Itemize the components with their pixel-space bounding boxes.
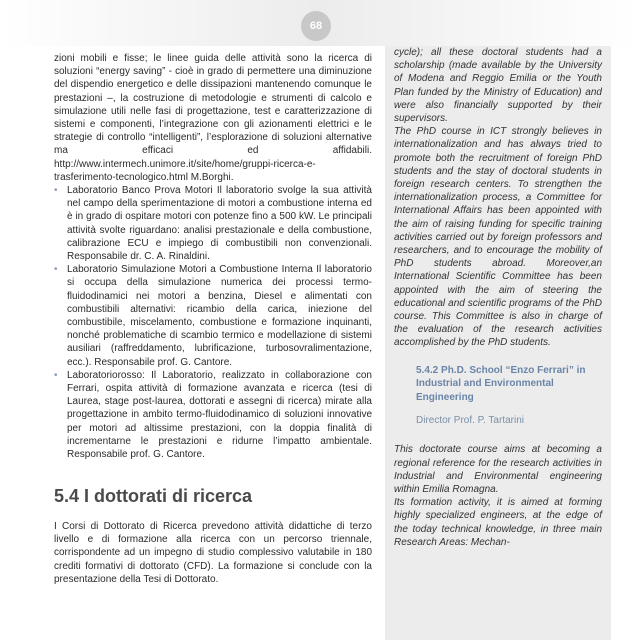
sidebar-text (394, 46, 602, 549)
list-item (54, 184, 372, 263)
list-item (54, 369, 372, 461)
bullet-icon: • (54, 185, 58, 197)
sidebar-paragraph: This doctorate course aims at becoming a regional reference for the research activities in Industrial and Environmental engineering within Emilia Romagna. (394, 444, 602, 495)
section-body (54, 520, 372, 586)
section-heading: 5.4 I dottorati di ricerca (54, 486, 253, 506)
sidebar-paragraph: cycle); all these doctoral students had a scholarship (made available by the University of Modena and Reggio Emilia or the Youth Plan funded by the Ministry of Education) and were also financially supported by their supervisors. (394, 47, 602, 125)
sidebar-paragraph: The PhD course in ICT strongly believes in internationalization and has always tried to promote both the recruitment of foreign PhD students and the stay of doctoral students in foreign research centers. To strengthen the internationalization process, a Committee for International Affairs has been appointed with the aim of raising funding for specific training activities carried out by foreign professors and researchers, and to encourage the mobility of PhD students abroad. Moreover,an International Scientific Committee has been appointed with the aim of steering the educational and scientific programs of the PhD course. This Committee is also in charge of the evaluation of the research activities accomplished by the PhD students. (394, 126, 602, 349)
list-item-text: Laboratorio Simulazione Motori a Combustione Interna Il laboratorio si occupa della simulazione numerica dei processi termo-fluidodinamici nei motori a benzina, Diesel e alimentati con combustibili alternativi: ricambio della carica, iniezione del combustibile, miscelamento, combustione e formazione inquinanti, nonché problematiche di scambio termico e modellazione di sistemi ausiliari (raffreddamento, lubrificazione, turbosovralimentazione, ecc.). Responsabile prof. G. Cantore. (67, 264, 372, 368)
bullet-icon: • (54, 369, 58, 381)
header-band (0, 0, 640, 46)
right-sidebar (385, 46, 611, 640)
list-item (54, 263, 372, 369)
sidebar-paragraph: Its formation activity, it is aimed at forming highly specialized engineers, at the edge of the today technical knowledge, in three main Research Areas: Mechan- (394, 497, 602, 548)
lab-list (54, 184, 372, 461)
director-line: Director Prof. P. Tartarini (416, 415, 525, 427)
left-column (54, 52, 372, 461)
section-paragraph: I Corsi di Dottorato di Ricerca prevedono attività didattiche di terzo livello e di formazione alla ricerca con un percorso triennale, corrispondente ad un impegno di studio complessivo valutabile in 180 crediti formativi di dottorato (CFD). La formazione si conclude con la presentazione della Tesi di Dottorato. (54, 521, 372, 585)
bullet-icon: • (54, 264, 58, 276)
list-item-text: Laboratorio Banco Prova Motori Il laboratorio svolge la sua attività nel campo della sperimentazione di motori a combustione interna ed è in grado di ospitare motori con potenze fino a 500 kW. Le principali attività svolte riguardano: analisi prestazionale e della combustione, calibrazione ECU e impiego di combustibili non convenzionali. Responsabile dr. C. A. Rinaldini. (67, 185, 372, 263)
list-item-text: Laboratoriorosso: Il Laboratorio, realizzato in collaborazione con Ferrari, ospita attività di formazione avanzata e ricerca (tesi di Laurea, stage post-laurea, dottorati e assegni di ricerca) mirate alla progettazione in ambito termo-fluidodinamico di soluzioni innovative per motori ad altissime prestazioni, con la doppia finalità di incrementarne le prestazioni e ridurne l’impatto ambientale. Responsabile prof. G. Cantore. (67, 369, 372, 461)
intro-paragraph: zioni mobili e fisse; le linee guida delle attività sono la ricerca di soluzioni “energy saving” - cioè in grado di permettere una diminuzione del dispendio energetico e delle dissipazioni mantenendo comunque le prestazioni –, la costruzione di metodologie e strumenti di calcolo e simulazione utili nelle fasi di progettazione, test e caratterizzazione di sistemi e componenti, l’integrazione con gli azionamenti elettrici e le strategie di controllo “intelligenti”, l’esplorazione di soluzioni alternative ma efficaci ed affidabili. http://www.intermech.unimore.it/site/home/gruppi-ricerca-e-trasferimento-tecnologico.html M.Borghi. (54, 53, 372, 183)
page-number-badge: 68 (301, 11, 331, 41)
subsection-heading: 5.4.2 Ph.D. School “Enzo Ferrari” in Industrial and Environmental Engineering (416, 364, 586, 403)
